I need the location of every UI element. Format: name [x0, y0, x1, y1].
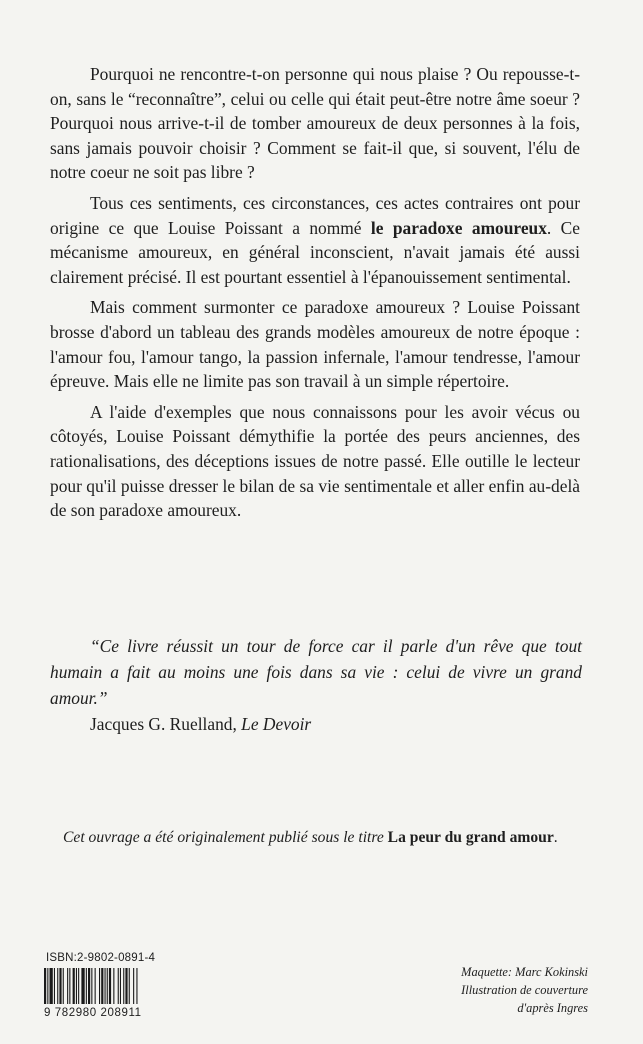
- credit-after: d'après Ingres: [517, 1001, 588, 1015]
- quote-source: Le Devoir: [241, 714, 312, 734]
- credit-maquette: Maquette: Marc Kokinski: [461, 965, 588, 979]
- original-title-lead: Cet ouvrage a été originalement publié sous le titre: [63, 829, 388, 846]
- blurb-paragraph-3: Mais comment surmonter ce paradoxe amoureux ? Louise Poissant brosse d'abord un tableau des grands modèles amoureux de notre époque : l'amour fou, l'amour tango, la passion infernale, l'amour tendresse, l'amour épreuve. Mais elle ne limite pas son travail à un simple répertoire.: [50, 297, 580, 392]
- review-quote: [50, 633, 582, 737]
- blurb-paragraph-1: Pourquoi ne rencontre-t-on personne qui nous plaise ? Ou repousse-t-on, sans le “reconnaître”, celui ou celle qui était peut-être notre âme soeur ? Pourquoi nous arrive-t-il de tomber amoureux de deux personnes à la fois, sans jamais pouvoir choisir ? Comment se fait-il que, si souvent, l'élu de notre coeur ne soit pas libre ?: [50, 64, 580, 183]
- barcode-icon: [44, 968, 178, 1004]
- quote-text: “Ce livre réussit un tour de force car il parle d'un rêve que tout humain a fait au moins une fois dans sa vie : celui de vivre un grand amour.”: [50, 636, 582, 708]
- credits: [461, 963, 588, 1017]
- original-title-note: [63, 829, 558, 847]
- quote-author: Jacques G. Ruelland,: [90, 714, 242, 734]
- quote-attribution: [50, 711, 582, 737]
- original-title-end: .: [553, 829, 558, 846]
- blurb-paragraph-2-end: . Ce mécanisme amoureux, en général inconscient, n'avait jamais été aussi clairement précisé. Il est pourtant essentiel à l'épanouissement sentimental.: [50, 217, 581, 287]
- credit-illustration: Illustration de couverture: [461, 983, 588, 997]
- paradoxe-amoureux-term: le paradoxe amoureux: [370, 217, 547, 238]
- isbn-label: ISBN:2-9802-0891-4: [46, 952, 156, 964]
- blurb-paragraph-2-start: Tous ces sentiments, ces circonstances, ces actes contraires ont pour origine ce que Louise Poissant a nommé: [50, 192, 580, 238]
- blurb-paragraph-2: [50, 191, 580, 289]
- isbn-block: [44, 952, 184, 1019]
- blurb-paragraph-4: A l'aide d'exemples que nous connaissons pour les avoir vécus ou côtoyés, Louise Poissant démythifie la portée des peurs anciennes, des rationalisations, des déceptions issues de notre passé. Elle outille le lecteur pour qu'il puisse dresser le bilan de sa vie sentimentale et aller enfin au-delà de son paradoxe amoureux.: [50, 401, 580, 521]
- original-title: La peur du grand amour: [387, 829, 554, 846]
- back-cover-blurb: [50, 62, 580, 523]
- barcode-digits: 9 782980 208911: [44, 1007, 142, 1019]
